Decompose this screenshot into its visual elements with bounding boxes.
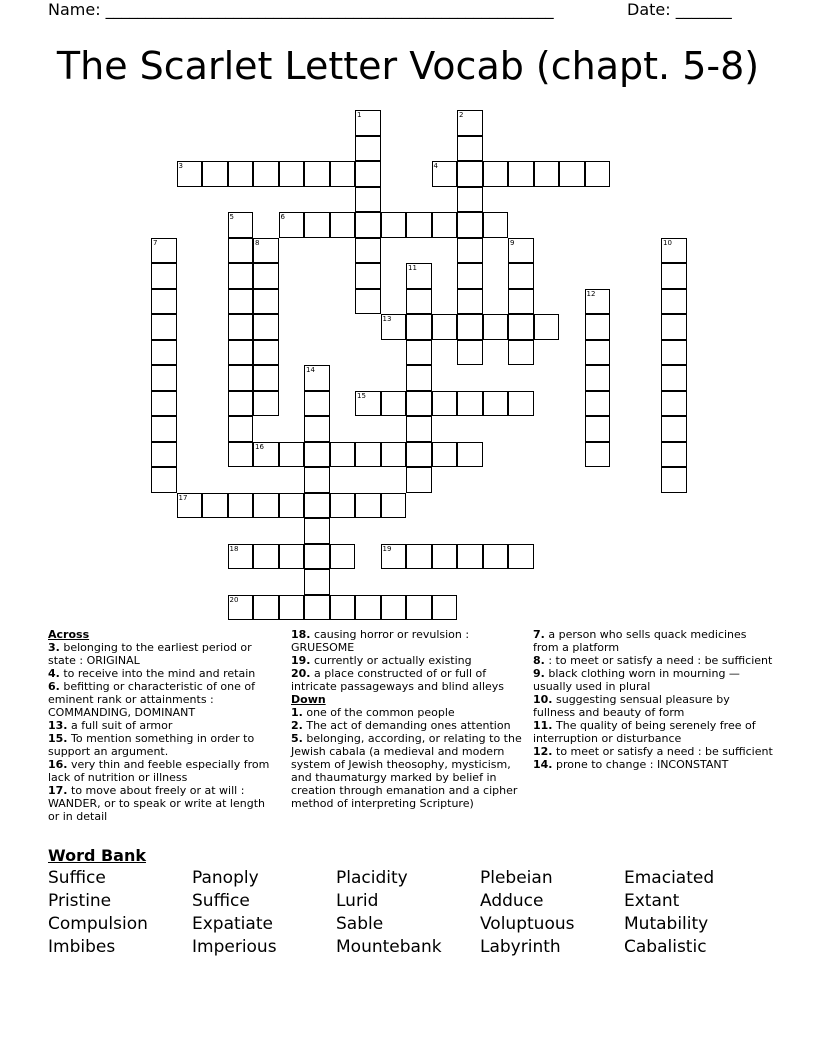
clue-number: 5. (291, 732, 303, 745)
clue-number: 17. (48, 784, 68, 797)
clue-item (48, 719, 278, 732)
clue-item (291, 654, 527, 667)
clue-number: 6. (48, 680, 60, 693)
grid-cell[interactable] (457, 340, 483, 366)
grid-cell[interactable] (355, 136, 381, 162)
word-bank-item: Voluptuous (480, 914, 575, 934)
clue-number: 15 (357, 391, 366, 400)
word-bank-item: Extant (624, 891, 680, 911)
clue-number: 20. (291, 667, 311, 680)
grid-cell[interactable] (457, 161, 483, 187)
clue-number: 1 (357, 111, 362, 119)
word-bank-item: Suffice (48, 868, 106, 888)
grid-cell[interactable] (432, 212, 458, 238)
grid-cell[interactable] (585, 314, 611, 340)
clue-item (291, 628, 527, 654)
clue-number: 5 (229, 213, 234, 221)
grid-cell[interactable] (304, 544, 330, 570)
grid-cell[interactable] (483, 212, 509, 238)
grid-cell[interactable] (355, 493, 381, 519)
grid-cell[interactable] (279, 544, 305, 570)
grid-cell[interactable] (432, 314, 458, 340)
grid-cell[interactable] (406, 416, 432, 442)
clue-number: 13 (382, 315, 392, 323)
grid-cell[interactable] (304, 442, 330, 468)
clue-number: 1. (291, 706, 303, 719)
grid-cell[interactable] (228, 212, 254, 238)
grid-cell[interactable] (406, 340, 432, 366)
grid-cell[interactable] (406, 544, 432, 570)
clue-number: 11. (533, 719, 553, 732)
grid-cell[interactable] (381, 442, 407, 468)
grid-cell[interactable] (177, 161, 203, 187)
grid-cell[interactable] (406, 289, 432, 315)
grid-cell[interactable] (457, 136, 483, 162)
grid-cell[interactable] (279, 212, 305, 238)
grid-cell[interactable] (406, 365, 432, 391)
grid-cell[interactable] (228, 595, 254, 621)
grid-cell[interactable] (228, 391, 254, 417)
grid-cell[interactable] (330, 442, 356, 468)
clue-item (533, 745, 773, 758)
grid-cell[interactable] (304, 518, 330, 544)
word-bank-item: Placidity (336, 868, 408, 888)
grid-cell[interactable] (432, 595, 458, 621)
grid-cell[interactable] (457, 314, 483, 340)
clue-text: to move about freely or at will : WANDER, or to speak or write at length or in detail (48, 784, 265, 823)
clue-text: prone to change : INCONSTANT (556, 758, 729, 771)
grid-cell[interactable] (483, 314, 509, 340)
grid-cell[interactable] (457, 110, 483, 136)
clue-item (48, 680, 278, 719)
grid-cell[interactable] (381, 493, 407, 519)
grid-cell[interactable] (304, 569, 330, 595)
clue-number: 4 (433, 162, 438, 170)
grid-cell[interactable] (508, 544, 534, 570)
word-bank-item: Pristine (48, 891, 112, 911)
clue-text: to receive into the mind and retain (63, 667, 256, 680)
clue-number: 16. (48, 758, 68, 771)
name-line: Name: ________________________________________________________ (48, 0, 554, 19)
clue-text: very thin and feeble especially from lack of nutrition or illness (48, 758, 270, 784)
grid-cell[interactable] (406, 391, 432, 417)
page-title: The Scarlet Letter Vocab (chapt. 5-8) (56, 44, 760, 88)
grid-cell[interactable] (661, 314, 687, 340)
grid-cell[interactable] (457, 442, 483, 468)
grid-cell[interactable] (585, 340, 611, 366)
grid-cell[interactable] (661, 263, 687, 289)
clue-number: 20 (229, 595, 239, 604)
grid-cell[interactable] (432, 544, 458, 570)
grid-cell[interactable] (534, 314, 560, 340)
grid-cell[interactable] (432, 442, 458, 468)
grid-cell[interactable] (151, 467, 177, 493)
grid-cell[interactable] (253, 493, 279, 519)
grid-cell[interactable] (330, 544, 356, 570)
clue-number: 14. (533, 758, 553, 771)
clue-item (291, 732, 527, 810)
grid-cell[interactable] (304, 365, 330, 391)
clue-number: 2 (459, 111, 464, 119)
clue-number: 12 (586, 289, 596, 298)
clue-number: 14 (306, 366, 315, 374)
clue-number: 2. (291, 719, 303, 732)
clue-text: befitting or characteristic of one of eminent rank or attainments : COMMANDING, DOMINANT (48, 680, 255, 719)
grid-cell[interactable] (457, 391, 483, 417)
word-bank-item: Imbibes (48, 937, 116, 957)
grid-cell[interactable] (228, 442, 254, 468)
clue-text: The act of demanding ones attention (306, 719, 511, 732)
grid-cell[interactable] (151, 365, 177, 391)
clue-number: 10. (533, 693, 553, 706)
grid-cell[interactable] (355, 161, 381, 187)
grid-cell[interactable] (585, 365, 611, 391)
grid-cell[interactable] (534, 161, 560, 187)
grid-cell[interactable] (508, 263, 534, 289)
clue-number: 10 (663, 238, 672, 247)
grid-cell[interactable] (432, 161, 458, 187)
clue-text: suggesting sensual pleasure by fullness and beauty of form (533, 693, 730, 719)
grid-cell[interactable] (406, 314, 432, 340)
grid-cell[interactable] (559, 161, 585, 187)
grid-cell[interactable] (151, 289, 177, 315)
grid-cell[interactable] (355, 110, 381, 136)
clue-text: a person who sells quack medicines from a platform (533, 628, 747, 654)
grid-cell[interactable] (253, 161, 279, 187)
grid-cell[interactable] (151, 442, 177, 468)
grid-cell[interactable] (457, 238, 483, 264)
grid-cell[interactable] (228, 161, 254, 187)
grid-cell[interactable] (228, 263, 254, 289)
clue-item (291, 667, 527, 693)
grid-cell[interactable] (279, 595, 305, 621)
grid-cell[interactable] (253, 289, 279, 315)
grid-cell[interactable] (151, 416, 177, 442)
grid-cell[interactable] (253, 544, 279, 570)
grid-cell[interactable] (151, 263, 177, 289)
grid-cell[interactable] (483, 391, 509, 417)
word-bank-item: Compulsion (48, 914, 148, 934)
grid-cell[interactable] (406, 595, 432, 621)
clue-number: 7 (153, 238, 158, 247)
grid-cell[interactable] (151, 340, 177, 366)
word-bank-item: Sable (336, 914, 384, 934)
clue-item (533, 628, 773, 654)
clues-column-1 (48, 628, 278, 823)
grid-cell[interactable] (304, 416, 330, 442)
clue-heading: Across (48, 628, 90, 641)
clue-number: 11 (408, 264, 417, 272)
clue-item (48, 641, 278, 667)
clue-item (291, 706, 527, 719)
word-bank-item: Emaciated (624, 868, 715, 888)
grid-cell[interactable] (406, 442, 432, 468)
clue-number: 8. (533, 654, 545, 667)
grid-cell[interactable] (330, 161, 356, 187)
clue-item (48, 732, 278, 758)
grid-cell[interactable] (661, 467, 687, 493)
grid-cell[interactable] (228, 340, 254, 366)
grid-cell[interactable] (304, 467, 330, 493)
grid-cell[interactable] (406, 467, 432, 493)
clues-column-2 (291, 628, 527, 810)
grid-cell[interactable] (279, 493, 305, 519)
clue-number: 18. (291, 628, 311, 641)
grid-cell[interactable] (457, 544, 483, 570)
clue-text: currently or actually existing (314, 654, 472, 667)
date-line: Date: _______ (627, 0, 732, 19)
clue-text: black clothing worn in mourning —usually used in plural (533, 667, 740, 693)
word-bank-item: Labyrinth (480, 937, 561, 957)
word-bank-item: Adduce (480, 891, 544, 911)
grid-cell[interactable] (483, 544, 509, 570)
clue-number: 12. (533, 745, 553, 758)
clue-number: 18 (229, 544, 239, 553)
grid-cell[interactable] (151, 391, 177, 417)
grid-cell[interactable] (355, 289, 381, 315)
grid-cell[interactable] (355, 391, 381, 417)
grid-cell[interactable] (253, 595, 279, 621)
grid-cell[interactable] (330, 493, 356, 519)
grid-cell[interactable] (661, 340, 687, 366)
grid-cell[interactable] (355, 263, 381, 289)
clue-text: belonging, according, or relating to the Jewish cabala (a medieval and modern system of Jewish theosophy, mysticism, and thaumaturgy marked by belief in creation through emanation and a cipher method of interpreting Scripture) (291, 732, 522, 810)
clue-number: 3 (178, 162, 183, 170)
word-bank-item: Plebeian (480, 868, 553, 888)
grid-cell[interactable] (661, 442, 687, 468)
clue-text: causing horror or revulsion : GRUESOME (291, 628, 470, 654)
grid-cell[interactable] (457, 212, 483, 238)
grid-cell[interactable] (304, 212, 330, 238)
clue-number: 4. (48, 667, 60, 680)
grid-cell[interactable] (228, 314, 254, 340)
clue-number: 17 (178, 493, 188, 502)
grid-cell[interactable] (304, 595, 330, 621)
grid-cell[interactable] (661, 365, 687, 391)
grid-cell[interactable] (279, 161, 305, 187)
clue-number: 19. (291, 654, 311, 667)
clue-number: 9. (533, 667, 545, 680)
clue-text: The quality of being serenely free of interruption or disturbance (533, 719, 756, 745)
word-bank-item: Cabalistic (624, 937, 707, 957)
grid-cell[interactable] (457, 187, 483, 213)
clue-heading: Down (291, 693, 326, 706)
grid-cell[interactable] (253, 365, 279, 391)
clue-text: one of the common people (306, 706, 455, 719)
grid-cell[interactable] (406, 263, 432, 289)
grid-cell[interactable] (253, 238, 279, 264)
word-bank-item: Imperious (192, 937, 277, 957)
grid-cell[interactable] (228, 416, 254, 442)
clue-number: 16 (255, 442, 264, 451)
grid-cell[interactable] (585, 391, 611, 417)
grid-cell[interactable] (661, 238, 687, 264)
grid-cell[interactable] (508, 314, 534, 340)
grid-cell[interactable] (508, 161, 534, 187)
grid-cell[interactable] (253, 391, 279, 417)
grid-cell[interactable] (508, 238, 534, 264)
grid-cell[interactable] (304, 493, 330, 519)
clue-number: 6 (280, 213, 285, 221)
grid-cell[interactable] (279, 442, 305, 468)
grid-cell[interactable] (151, 314, 177, 340)
clue-item (533, 758, 773, 771)
clue-number: 15. (48, 732, 68, 745)
grid-cell[interactable] (483, 161, 509, 187)
clue-number: 8 (255, 238, 260, 247)
grid-cell[interactable] (202, 161, 228, 187)
grid-cell[interactable] (457, 263, 483, 289)
clue-item (533, 719, 773, 745)
grid-cell[interactable] (228, 493, 254, 519)
grid-cell[interactable] (177, 493, 203, 519)
word-bank-title: Word Bank (48, 846, 147, 865)
word-bank-item: Mutability (624, 914, 709, 934)
clue-number: 3. (48, 641, 60, 654)
grid-cell[interactable] (228, 544, 254, 570)
clue-number: 7. (533, 628, 545, 641)
grid-cell[interactable] (406, 212, 432, 238)
grid-cell[interactable] (330, 595, 356, 621)
grid-cell[interactable] (381, 544, 407, 570)
grid-cell[interactable] (253, 442, 279, 468)
grid-cell[interactable] (381, 212, 407, 238)
grid-cell[interactable] (253, 314, 279, 340)
word-bank-item: Panoply (192, 868, 259, 888)
clue-number: 9 (510, 238, 515, 247)
grid-cell[interactable] (330, 212, 356, 238)
word-bank-item: Suffice (192, 891, 250, 911)
grid-cell[interactable] (585, 289, 611, 315)
grid-cell[interactable] (661, 289, 687, 315)
grid-cell[interactable] (304, 391, 330, 417)
grid-cell[interactable] (661, 416, 687, 442)
grid-cell[interactable] (457, 289, 483, 315)
clue-text: To mention something in order to support an argument. (48, 732, 255, 758)
clue-item (533, 693, 773, 719)
clue-item (48, 758, 278, 784)
grid-cell[interactable] (585, 442, 611, 468)
clue-text: : to meet or satisfy a need : be sufficient (548, 654, 773, 667)
clues-column-3 (533, 628, 773, 771)
grid-cell[interactable] (355, 442, 381, 468)
grid-cell[interactable] (253, 263, 279, 289)
word-bank-item: Lurid (336, 891, 379, 911)
clue-text: to meet or satisfy a need : be sufficient (556, 745, 773, 758)
grid-cell[interactable] (585, 416, 611, 442)
grid-cell[interactable] (381, 391, 407, 417)
grid-cell[interactable] (381, 314, 407, 340)
word-bank-item: Mountebank (336, 937, 442, 957)
grid-cell[interactable] (253, 340, 279, 366)
grid-cell[interactable] (585, 161, 611, 187)
clue-text: a place constructed of or full of intricate passageways and blind alleys (291, 667, 505, 693)
grid-cell[interactable] (381, 595, 407, 621)
grid-cell[interactable] (508, 340, 534, 366)
clue-item (48, 667, 278, 680)
clue-number: 13. (48, 719, 68, 732)
grid-cell[interactable] (355, 212, 381, 238)
grid-cell[interactable] (661, 391, 687, 417)
clue-number: 19 (382, 544, 392, 553)
grid-cell[interactable] (228, 238, 254, 264)
grid-cell[interactable] (355, 238, 381, 264)
clue-item (533, 667, 773, 693)
grid-cell[interactable] (151, 238, 177, 264)
grid-cell[interactable] (304, 161, 330, 187)
grid-cell[interactable] (202, 493, 228, 519)
clue-item (533, 654, 773, 667)
grid-cell[interactable] (355, 187, 381, 213)
clue-text: belonging to the earliest period or state : ORIGINAL (48, 641, 252, 667)
clue-item (48, 784, 278, 823)
clue-text: a full suit of armor (71, 719, 173, 732)
grid-cell[interactable] (228, 365, 254, 391)
grid-cell[interactable] (228, 289, 254, 315)
grid-cell[interactable] (508, 289, 534, 315)
grid-cell[interactable] (508, 391, 534, 417)
grid-cell[interactable] (432, 391, 458, 417)
grid-cell[interactable] (355, 595, 381, 621)
clue-item (291, 719, 527, 732)
word-bank-item: Expatiate (192, 914, 273, 934)
